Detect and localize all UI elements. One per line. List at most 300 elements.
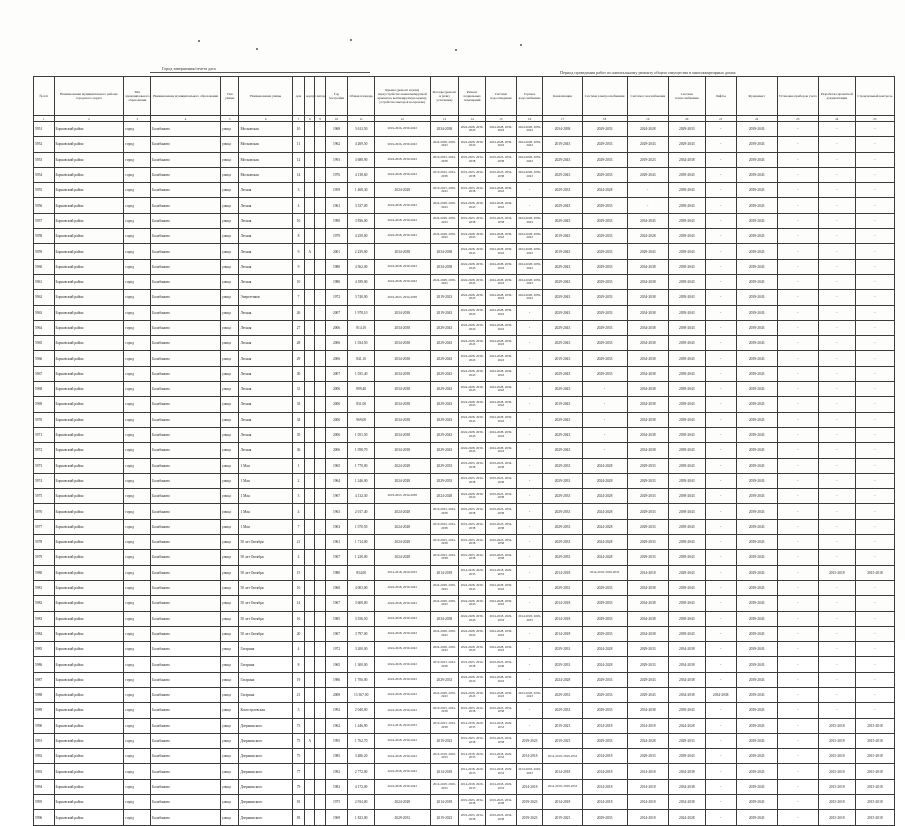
table-cell: 2019-2023, 2034-2038: [485, 519, 516, 534]
table-cell: 2029-2043: [543, 382, 582, 397]
table-cell: 15: [292, 565, 304, 580]
table-cell: 2024-2028, 2039-2043: [459, 351, 486, 366]
table-cell: 36: [292, 443, 304, 458]
table-cell: 2039-2043: [736, 657, 777, 672]
table-cell: 2024-2028, 2039-2043: [459, 305, 486, 320]
table-cell: -: [855, 642, 894, 657]
table-cell: 2034-2038: [543, 122, 582, 137]
table-cell: 3 836,00: [348, 213, 375, 228]
table-cell: 2019-2023, 2034-2038: [485, 473, 516, 488]
table-cell: [305, 672, 315, 687]
table-cell: [315, 366, 325, 381]
table-cell: 2019-2023, 2034-2038: [459, 657, 486, 672]
table-cell: [315, 198, 325, 213]
table-cell: 2039-2043: [668, 397, 705, 412]
table-cell: 831,00: [348, 397, 375, 412]
table-cell: 3 688,90: [348, 152, 375, 167]
table-cell: улица: [220, 152, 238, 167]
table-cell: Балабаново: [151, 397, 221, 412]
table-cell: [315, 305, 325, 320]
table-cell: [305, 611, 315, 626]
table-cell: 5972: [34, 443, 55, 458]
table-cell: Борковский район: [54, 397, 124, 412]
table-cell: -: [516, 382, 543, 397]
table-cell: -: [777, 473, 818, 488]
column-number: 8: [305, 116, 315, 122]
table-cell: 2 239,00: [348, 244, 375, 259]
table-cell: 2034-2038: [668, 657, 705, 672]
table-cell: -: [777, 137, 818, 152]
table-cell: Балабаново: [151, 137, 221, 152]
table-cell: Борковский район: [54, 412, 124, 427]
table-cell: -: [705, 810, 736, 825]
table-cell: -: [777, 626, 818, 641]
table-cell: 2024-2028, 2039-2043: [516, 213, 543, 228]
table-cell: [305, 382, 315, 397]
table-cell: -: [855, 580, 894, 595]
table-cell: [305, 596, 315, 611]
table-cell: 2039-2043: [736, 336, 777, 351]
table-header-row: [34, 77, 895, 116]
table-cell: 2024-2028, 2039-2043: [459, 672, 486, 687]
table-cell: 2029-2033: [627, 657, 668, 672]
table-cell: -: [818, 382, 855, 397]
table-cell: -: [855, 382, 894, 397]
table-cell: город: [124, 198, 151, 213]
table-cell: 2039-2043: [736, 351, 777, 366]
table-cell: 2024-2028: [375, 519, 430, 534]
table-cell: 2039-2043: [668, 427, 705, 442]
table-cell: -: [777, 535, 818, 550]
table-cell: Борковский район: [54, 290, 124, 305]
table-cell: 2029-2043: [430, 336, 459, 351]
table-cell: -: [705, 489, 736, 504]
table-cell: -: [705, 626, 736, 641]
table-cell: -: [516, 703, 543, 718]
table-cell: Борковский район: [54, 519, 124, 534]
table-cell: 2029-2033: [543, 550, 582, 565]
table-cell: 2039-2043: [736, 229, 777, 244]
table-cell: Балабаново: [151, 183, 221, 198]
table-cell: 2039-2043: [736, 305, 777, 320]
table-cell: 2039-2043: [736, 244, 777, 259]
table-cell: -: [777, 779, 818, 794]
table-cell: 50 лет Октября: [239, 535, 292, 550]
table-cell: 2034-2038: [627, 382, 668, 397]
table-cell: Гагарина: [239, 642, 292, 657]
table-cell: Борковский район: [54, 733, 124, 748]
table-cell: 1963: [325, 519, 348, 534]
table-cell: 77: [292, 764, 304, 779]
table-cell: -: [705, 397, 736, 412]
table-cell: 2024-2028, 2039-2043: [430, 274, 459, 289]
table-cell: [305, 519, 315, 534]
table-cell: 2024-2028: [627, 229, 668, 244]
table-cell: 30: [292, 366, 304, 381]
table-cell: 5993: [34, 764, 55, 779]
table-cell: Балабаново: [151, 779, 221, 794]
table-cell: 2019-2023, 2034-2038: [430, 167, 459, 182]
table-cell: -: [777, 336, 818, 351]
table-cell: 16: [292, 213, 304, 228]
table-cell: 2019-2023, 2034-2038: [430, 550, 459, 565]
table-cell: 2024-2028: [582, 535, 627, 550]
table-cell: 1968: [325, 122, 348, 137]
table-cell: [315, 718, 325, 733]
table-cell: -: [855, 274, 894, 289]
table-cell: 2024-2028, 2039-2043: [430, 596, 459, 611]
table-cell: -: [855, 122, 894, 137]
table-cell: улица: [220, 672, 238, 687]
table-cell: -: [777, 657, 818, 672]
table-cell: 2024-2028, 2039-2043: [459, 412, 486, 427]
table-cell: 2029-2033: [668, 122, 705, 137]
table-cell: [315, 550, 325, 565]
table-cell: -: [855, 198, 894, 213]
table-cell: -: [516, 596, 543, 611]
table-cell: -: [516, 305, 543, 320]
table-cell: 2024-2028, 2039-2043: [459, 366, 486, 381]
table-cell: 2029-2033: [430, 458, 459, 473]
table-cell: -: [777, 458, 818, 473]
caption-right: Период проведения работ по капитальному ремонту общего имущества в многоквартирных домах: [560, 70, 736, 75]
table-cell: -: [818, 657, 855, 672]
table-cell: 2014-2018, 2029-2033: [375, 565, 430, 580]
table-cell: Лесная: [239, 351, 292, 366]
table-cell: город: [124, 351, 151, 366]
table-cell: Лесная: [239, 382, 292, 397]
table-cell: 1 228,00: [348, 550, 375, 565]
table-cell: -: [855, 550, 894, 565]
table-cell: 5994: [34, 779, 55, 794]
table-cell: 29: [292, 351, 304, 366]
table-cell: город: [124, 336, 151, 351]
table-cell: 2019-2023, 2034-2038: [485, 550, 516, 565]
table-cell: 2039-2043: [736, 749, 777, 764]
table-cell: [315, 183, 325, 198]
table-cell: 2034-2038: [627, 259, 668, 274]
table-row: [34, 427, 895, 442]
table-cell: 1 Мая: [239, 489, 292, 504]
table-cell: 3 556,50: [348, 611, 375, 626]
table-cell: 4 562,00: [348, 259, 375, 274]
column-header: Лифты: [705, 77, 736, 116]
table-cell: 2039-2043: [668, 351, 705, 366]
table-cell: улица: [220, 489, 238, 504]
table-cell: Балабаново: [151, 657, 221, 672]
table-cell: 1962: [325, 718, 348, 733]
table-cell: [315, 382, 325, 397]
table-cell: -: [516, 565, 543, 580]
table-cell: 2024-2028, 2039-2043: [430, 580, 459, 595]
table-cell: 2024-2028, 2039-2043: [485, 183, 516, 198]
table-cell: 1 770,00: [348, 458, 375, 473]
table-cell: -: [855, 611, 894, 626]
table-cell: -: [855, 489, 894, 504]
table-cell: 2029-2033: [582, 320, 627, 335]
table-cell: 2039-2043: [736, 122, 777, 137]
table-cell: 2029-2033: [582, 213, 627, 228]
table-cell: 2039-2043: [736, 489, 777, 504]
table-cell: -: [705, 642, 736, 657]
column-number: 23: [777, 116, 818, 122]
table-cell: 2029-2043: [430, 351, 459, 366]
table-cell: город: [124, 657, 151, 672]
table-cell: 2029-2033: [627, 458, 668, 473]
table-cell: 2 934,00: [348, 795, 375, 810]
table-cell: Балабаново: [151, 259, 221, 274]
table-cell: 9: [292, 244, 304, 259]
table-cell: 2024-2028, 2039-2043: [485, 244, 516, 259]
table-cell: Балабаново: [151, 504, 221, 519]
table-cell: 2006: [325, 336, 348, 351]
table-cell: 81: [292, 795, 304, 810]
column-number: 1: [34, 116, 55, 122]
column-header: Общая площадь: [348, 77, 375, 116]
table-cell: 2039-2043: [736, 718, 777, 733]
table-cell: Балабаново: [151, 152, 221, 167]
table-cell: -: [777, 687, 818, 702]
table-cell: -: [516, 504, 543, 519]
table-cell: 2039-2043: [736, 458, 777, 473]
table-cell: -: [705, 229, 736, 244]
table-cell: улица: [220, 504, 238, 519]
table-cell: -: [516, 657, 543, 672]
column-header: Канализация: [543, 77, 582, 116]
table-cell: 16: [292, 611, 304, 626]
column-header: Тип улицы: [220, 77, 238, 116]
table-cell: 1 246,00: [348, 473, 375, 488]
table-cell: 2014-2018: [627, 565, 668, 580]
table-cell: Борковский район: [54, 366, 124, 381]
table-cell: Борковский район: [54, 213, 124, 228]
table-cell: 899,40: [348, 382, 375, 397]
table-cell: 5981: [34, 580, 55, 595]
table-cell: город: [124, 183, 151, 198]
table-cell: 2024-2028, 2039-2043: [459, 122, 486, 137]
table-cell: 2019-2023: [543, 810, 582, 825]
table-cell: 27: [292, 320, 304, 335]
table-cell: 2034-2038: [627, 274, 668, 289]
table-cell: улица: [220, 565, 238, 580]
table-cell: Балабаново: [151, 427, 221, 442]
table-row: [34, 611, 895, 626]
table-cell: 2024-2028, 2039-2043: [459, 336, 486, 351]
table-cell: 2015-2018: [855, 718, 894, 733]
table-cell: 1 762,70: [348, 733, 375, 748]
table-cell: 2024-2028, 2039-2043: [459, 427, 486, 442]
table-cell: -: [855, 366, 894, 381]
table-cell: 2024-2028, 2039-2043: [375, 611, 430, 626]
table-cell: 2039-2043: [736, 397, 777, 412]
table-cell: 2019-2023, 2034-2038: [430, 152, 459, 167]
table-cell: 2024-2028, 2039-2043: [485, 626, 516, 641]
table-cell: 2024-2028: [627, 733, 668, 748]
table-cell: 3 200,00: [348, 642, 375, 657]
table-cell: [315, 535, 325, 550]
table-cell: Борковский район: [54, 764, 124, 779]
table-cell: 2029-2033: [582, 733, 627, 748]
table-cell: 21: [292, 535, 304, 550]
table-cell: 2014-2018: [430, 795, 459, 810]
table-cell: 2029-2043: [543, 305, 582, 320]
table-cell: 2014-2018: [582, 764, 627, 779]
table-cell: 2039-2043: [668, 519, 705, 534]
table-cell: -: [705, 213, 736, 228]
table-cell: -: [818, 703, 855, 718]
table-cell: 33: [292, 397, 304, 412]
table-cell: 5995: [34, 795, 55, 810]
table-row: [34, 489, 895, 504]
table-cell: 1992: [325, 764, 348, 779]
table-cell: 2029-2043: [627, 687, 668, 702]
table-cell: 2024-2028, 2039-2043: [459, 229, 486, 244]
table-cell: 2014-2018, 2029-2033: [485, 749, 516, 764]
table-cell: 2029-2033: [582, 626, 627, 641]
table-cell: 2024-2028, 2039-2043: [375, 687, 430, 702]
table-cell: 2039-2043: [736, 274, 777, 289]
column-header: корпус: [305, 77, 315, 116]
table-cell: 5954: [34, 167, 55, 182]
table-cell: -: [705, 443, 736, 458]
capital-repair-table: [33, 76, 895, 826]
table-cell: 2007: [325, 366, 348, 381]
table-cell: 1 051,50: [348, 427, 375, 442]
table-cell: -: [777, 565, 818, 580]
table-cell: 5951: [34, 122, 55, 137]
table-cell: улица: [220, 596, 238, 611]
table-cell: улица: [220, 412, 238, 427]
table-cell: -: [777, 198, 818, 213]
table-cell: 2024-2028: [375, 458, 430, 473]
table-cell: 2029-2043: [543, 336, 582, 351]
table-cell: -: [818, 320, 855, 335]
table-cell: [305, 795, 315, 810]
table-row: [34, 305, 895, 320]
table-cell: -: [818, 580, 855, 595]
table-cell: 2029-2043: [543, 213, 582, 228]
table-cell: 2019-2023, 2034-2038: [375, 489, 430, 504]
table-cell: -: [818, 183, 855, 198]
table-cell: -: [705, 611, 736, 626]
table-cell: 2014-2018, 2029-2033: [459, 764, 486, 779]
table-cell: 2034-2038: [627, 427, 668, 442]
table-cell: 1972: [325, 290, 348, 305]
table-cell: 2019-2023, 2034-2038: [459, 213, 486, 228]
table-cell: 2024-2028: [375, 550, 430, 565]
table-cell: -: [705, 412, 736, 427]
table-cell: 4: [292, 550, 304, 565]
table-cell: [315, 703, 325, 718]
table-cell: 2029-2043: [430, 427, 459, 442]
table-cell: 4: [292, 642, 304, 657]
table-cell: Борковский район: [54, 504, 124, 519]
table-cell: 5964: [34, 320, 55, 335]
table-cell: Балабаново: [151, 213, 221, 228]
table-cell: -: [705, 351, 736, 366]
table-cell: Борковский район: [54, 779, 124, 794]
table-cell: Борковский район: [54, 229, 124, 244]
table-cell: 2024-2028: [627, 122, 668, 137]
table-cell: Балабаново: [151, 596, 221, 611]
table-cell: Лесная: [239, 183, 292, 198]
table-cell: 2029-2033: [582, 596, 627, 611]
table-cell: -: [818, 443, 855, 458]
table-cell: [305, 336, 315, 351]
table-cell: Борковский район: [54, 535, 124, 550]
table-cell: 2034-2038: [627, 351, 668, 366]
table-cell: 2014-2018, 2029-2033: [485, 779, 516, 794]
table-row: [34, 749, 895, 764]
table-cell: 1967: [325, 550, 348, 565]
table-cell: -: [705, 657, 736, 672]
table-cell: 2039-2043: [668, 183, 705, 198]
table-cell: 5990: [34, 718, 55, 733]
column-header: Ремонт подвальных помещений: [459, 77, 486, 116]
table-cell: 2029-2043: [430, 412, 459, 427]
table-cell: 1972: [325, 642, 348, 657]
table-cell: 2029-2043: [430, 320, 459, 335]
table-row: [34, 733, 895, 748]
table-cell: улица: [220, 137, 238, 152]
table-cell: город: [124, 244, 151, 259]
table-cell: 2039-2043: [668, 535, 705, 550]
table-cell: -: [855, 412, 894, 427]
table-cell: улица: [220, 290, 238, 305]
table-cell: 2034-2038: [375, 366, 430, 381]
table-cell: 7: [292, 519, 304, 534]
column-number: 5: [220, 116, 238, 122]
table-cell: Лесная: [239, 305, 292, 320]
table-cell: 2039-2043: [668, 473, 705, 488]
table-cell: [315, 672, 325, 687]
table-cell: -: [777, 795, 818, 810]
table-cell: -: [516, 473, 543, 488]
table-cell: 2039-2043: [736, 259, 777, 274]
table-cell: -: [705, 198, 736, 213]
table-cell: [305, 504, 315, 519]
table-cell: Борковский район: [54, 473, 124, 488]
table-cell: 7: [292, 290, 304, 305]
table-cell: 1 Мая: [239, 519, 292, 534]
column-header: Установка приборов учета: [777, 77, 818, 116]
table-row: [34, 152, 895, 167]
table-cell: -: [705, 137, 736, 152]
table-cell: -: [777, 489, 818, 504]
table-cell: улица: [220, 305, 238, 320]
table-cell: 2019-2023, 2034-2038: [459, 535, 486, 550]
table-cell: Борковский район: [54, 259, 124, 274]
table-cell: 2039-2043: [736, 427, 777, 442]
table-cell: 5957: [34, 213, 55, 228]
table-cell: 2039-2043: [736, 183, 777, 198]
table-cell: 2015-2018: [818, 810, 855, 825]
table-cell: 2014-2018, 2029-2033: [459, 749, 486, 764]
table-cell: 2019-2023, 2034-2038: [430, 718, 459, 733]
table-cell: -: [777, 213, 818, 228]
table-cell: 2024-2028, 2039-2043: [485, 336, 516, 351]
table-cell: Борковский район: [54, 305, 124, 320]
table-cell: 5955: [34, 183, 55, 198]
table-cell: 2039-2043: [736, 412, 777, 427]
table-cell: город: [124, 550, 151, 565]
table-cell: 2024-2028, 2039-2043: [459, 611, 486, 626]
table-cell: 2014-2018, 2029-2033: [459, 565, 486, 580]
table-cell: Борковский район: [54, 565, 124, 580]
caption-left: Город завершения/отчета дата: [162, 66, 216, 71]
table-cell: -: [705, 764, 736, 779]
table-cell: -: [855, 290, 894, 305]
